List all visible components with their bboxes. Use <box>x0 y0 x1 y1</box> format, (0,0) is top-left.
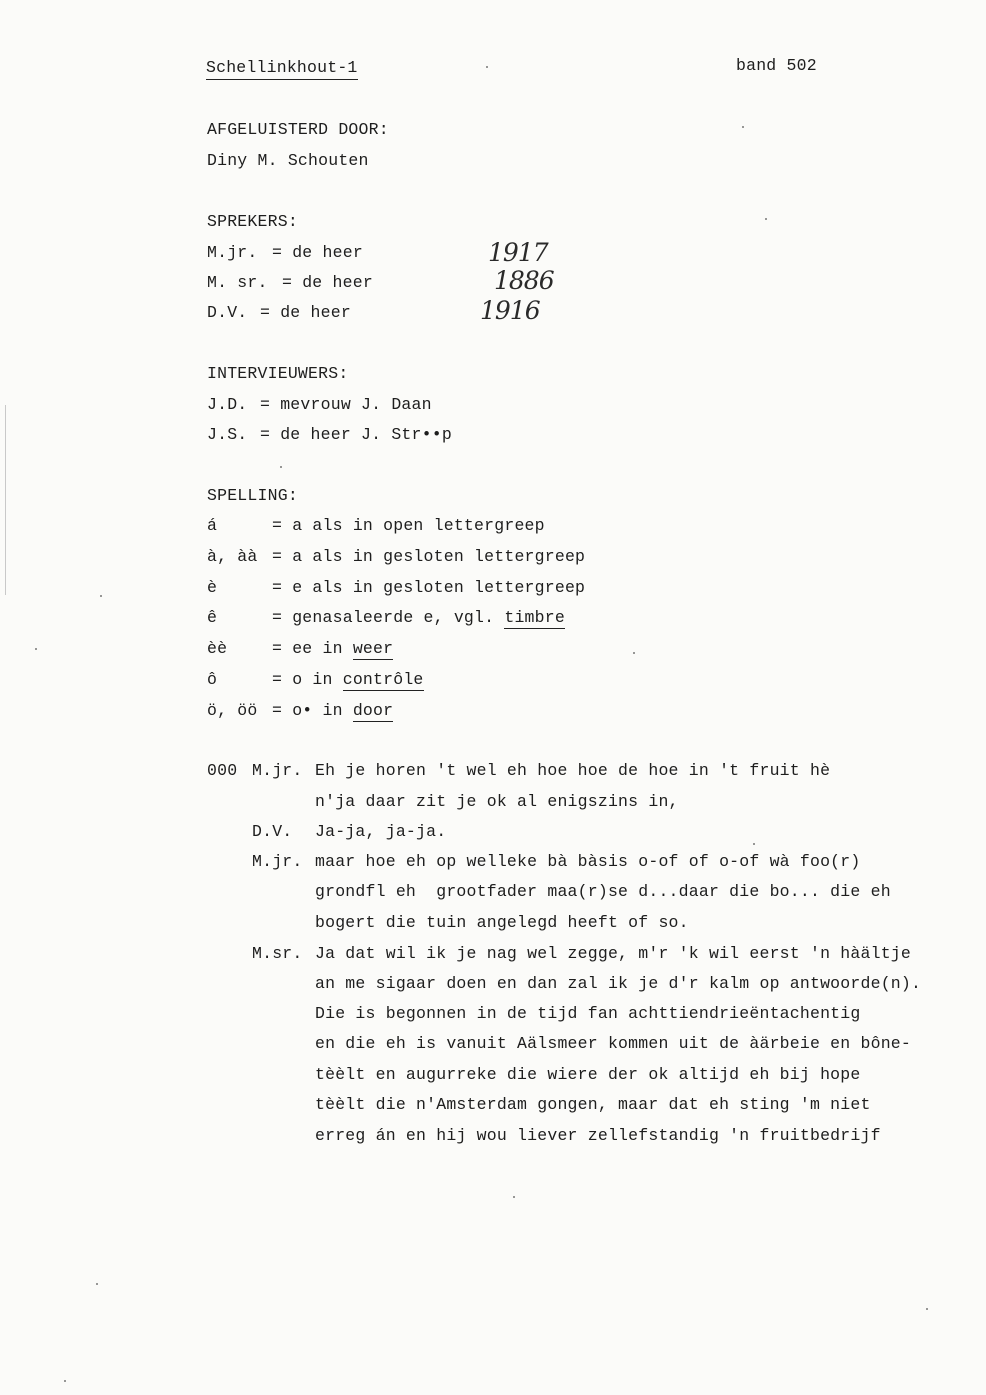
spelling-rule: = e als in gesloten lettergreep <box>272 578 586 597</box>
scan-speck <box>753 843 755 845</box>
transcript-line: grondfl eh grootfader maa(r)se d...daar die bo... die eh <box>315 882 891 901</box>
handwritten-year: 1886 <box>494 266 554 295</box>
location-title: Schellinkhout-1 <box>206 58 358 80</box>
scan-speck <box>35 648 37 650</box>
scan-speck <box>486 66 488 68</box>
scan-speck <box>280 466 282 468</box>
transcript-line: an me sigaar doen en dan zal ik je d'r kalm op antwoorde(n). <box>315 974 922 993</box>
speaker-code: D.V. <box>207 303 248 322</box>
example-word: contrôle <box>342 670 424 689</box>
speaker-code: M.jr. <box>207 243 258 262</box>
interviewer-text: = de heer J. Str••p <box>260 425 452 444</box>
spelling-label: SPELLING: <box>207 486 298 505</box>
spelling-rule: = ee in weer <box>272 639 394 658</box>
transcript-line: Die is begonnen in de tijd fan achttiendrieëntachentig <box>315 1004 861 1023</box>
speaker-role: = de heer <box>260 303 351 322</box>
scan-speck <box>100 595 102 597</box>
spelling-rule: = genasaleerde e, vgl. timbre <box>272 608 565 627</box>
transcript-line: Ja-ja, ja-ja. <box>315 822 447 841</box>
spelling-symbol: ô <box>207 670 218 689</box>
transcript-line: maar hoe eh op welleke bà bàsis o-of of o-of wà foo(r) <box>315 852 861 871</box>
scan-speck <box>765 218 767 220</box>
transcript-line: Ja dat wil ik je nag wel zegge, m'r 'k wil eerst 'n hàältje <box>315 944 911 963</box>
spelling-symbol: è <box>207 578 218 597</box>
listened-by-label: AFGELUISTERD DOOR: <box>207 120 389 139</box>
spelling-symbol: èè <box>207 639 228 658</box>
transcript-line: bogert die tuin angelegd heeft of so. <box>315 913 689 932</box>
scan-edge-mark <box>5 405 6 595</box>
interviewer-code: J.S. <box>207 425 248 444</box>
transcript-line: n'ja daar zit je ok al enigszins in, <box>315 792 679 811</box>
transcript-speaker: M.jr. <box>252 761 303 780</box>
interviewers-label: INTERVIEUWERS: <box>207 364 349 383</box>
spelling-rule: = o in contrôle <box>272 670 424 689</box>
spelling-symbol: á <box>207 516 218 535</box>
scan-speck <box>633 652 635 654</box>
spelling-rule: = a als in gesloten lettergreep <box>272 547 586 566</box>
transcript-line: tèèlt en augurreke die wiere der ok altijd eh bij hope <box>315 1065 861 1084</box>
scan-speck <box>96 1283 98 1285</box>
speaker-role: = de heer <box>272 243 363 262</box>
transcript-line: Eh je horen 't wel eh hoe hoe de hoe in 't fruit hè <box>315 761 831 780</box>
spelling-symbol: à, àà <box>207 547 258 566</box>
transcript-line: erreg án en hij wou liever zellefstandig 'n fruitbedrijf <box>315 1126 881 1145</box>
transcript-speaker: M.jr. <box>252 852 303 871</box>
spelling-rule: = o• in door <box>272 701 394 720</box>
speaker-code: M. sr. <box>207 273 268 292</box>
spelling-rule: = a als in open lettergreep <box>272 516 545 535</box>
handwritten-year: 1916 <box>480 296 540 325</box>
handwritten-year: 1917 <box>488 238 548 267</box>
listened-by-name: Diny M. Schouten <box>207 151 369 170</box>
transcript-line: tèèlt die n'Amsterdam gongen, maar dat eh sting 'm niet <box>315 1095 871 1114</box>
speakers-label: SPREKERS: <box>207 212 298 231</box>
interviewer-code: J.D. <box>207 395 248 414</box>
example-word: weer <box>352 639 394 658</box>
scan-speck <box>64 1380 66 1382</box>
scan-speck <box>513 1196 515 1198</box>
speaker-role: = de heer <box>282 273 373 292</box>
transcript-speaker: M.sr. <box>252 944 303 963</box>
interviewer-text: = mevrouw J. Daan <box>260 395 432 414</box>
example-word: door <box>352 701 394 720</box>
spelling-symbol: ê <box>207 608 218 627</box>
tape-number: band 502 <box>736 56 817 75</box>
spelling-symbol: ö, öö <box>207 701 258 720</box>
tape-counter: 000 <box>207 761 238 780</box>
scan-speck <box>742 126 744 128</box>
transcript-line: en die eh is vanuit Aälsmeer kommen uit de àärbeie en bône- <box>315 1034 911 1053</box>
example-word: timbre <box>504 608 565 627</box>
transcript-speaker: D.V. <box>252 822 293 841</box>
scan-speck <box>926 1308 928 1310</box>
